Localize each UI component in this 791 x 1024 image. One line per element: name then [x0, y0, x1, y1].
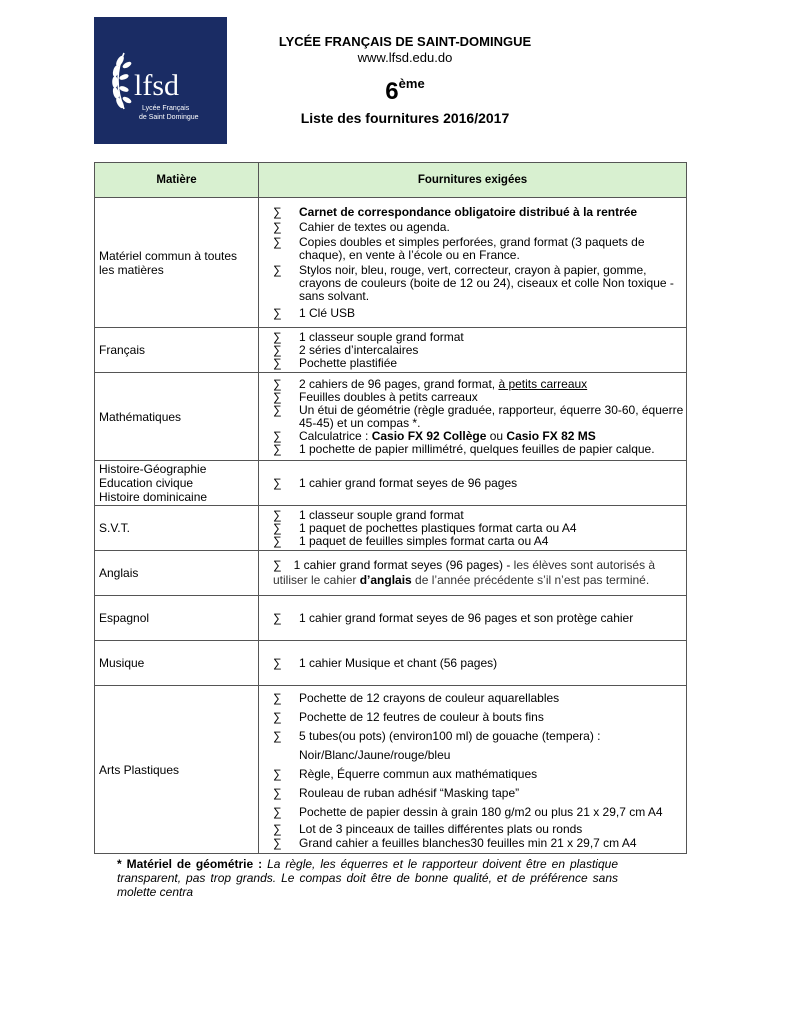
subject-cell: S.V.T. — [95, 506, 259, 551]
supplies-cell — [259, 641, 687, 686]
bullet-icon: ∑ — [273, 805, 282, 819]
table-row — [95, 198, 687, 328]
list-item: ∑ Stylos noir, bleu, rouge, vert, correcteur, crayon à papier, gomme, crayons de couleurs (boite de 12 ou 24), ciseaux et colle Non toxique - sans solvant. — [273, 262, 674, 303]
bullet-icon: ∑ — [273, 204, 282, 219]
logo-subtitle-1: Lycée Français — [142, 105, 190, 112]
grade-suffix: ème — [398, 76, 425, 91]
supply-list — [259, 689, 686, 850]
bullet-icon: ∑ — [273, 655, 282, 670]
website-link[interactable]: www.lfsd.edu.do — [357, 50, 453, 65]
list-item: ∑ Rouleau de ruban adhésif “Masking tape” — [269, 784, 686, 803]
list-item: ∑ 1 cahier grand format seyes de 96 pages — [273, 475, 518, 490]
bullet-icon: ∑ — [273, 729, 282, 743]
list-item: ∑ Règle, Équerre commun aux mathématiques — [269, 765, 686, 784]
list-item: ∑ Pochette plastifiée — [273, 355, 398, 370]
supplies-cell — [259, 198, 687, 328]
subject-cell: Mathématiques — [95, 373, 259, 461]
list-item: ∑ 1 cahier grand format seyes de 96 pages et son protège cahier — [273, 610, 634, 625]
list-item: ∑ Cahier de textes ou agenda. — [273, 219, 450, 234]
table-row — [95, 373, 687, 461]
table-row — [95, 328, 687, 373]
list-item: ∑ Calculatrice : Casio FX 92 Collège ou Casio FX 82 MS — [273, 428, 596, 443]
supply-list — [259, 657, 686, 670]
supply-list — [259, 612, 686, 625]
table-row — [95, 641, 687, 686]
grade-level — [250, 78, 560, 106]
list-item: ∑ Un étui de géométrie (règle graduée, rapporteur, équerre 30-60, équerre 45-45) et un compas *. — [273, 402, 684, 430]
geometry-footnote — [117, 857, 618, 899]
supplies-cell — [259, 596, 687, 641]
bullet-icon: ∑ — [273, 428, 282, 443]
supply-list — [259, 331, 686, 370]
bullet-icon: ∑ — [273, 610, 282, 625]
supplies-cell: ∑ 1 cahier grand format seyes (96 pages) - les élèves sont autorisés à utiliser le cahier d’anglais de l’année précédente s’il n’est pas terminé. — [259, 551, 687, 596]
subject-cell: Espagnol — [95, 596, 259, 641]
list-item: ∑ 1 Clé USB — [273, 305, 356, 320]
school-name: LYCÉE FRANÇAIS DE SAINT-DOMINGUE — [278, 34, 532, 49]
table-row — [95, 686, 687, 854]
bullet-icon: ∑ — [273, 710, 282, 724]
bullet-icon: ∑ — [273, 475, 282, 490]
list-item: ∑ Copies doubles et simples perforées, grand format (3 paquets de chaque), en vente à l’école ou en France. — [273, 234, 645, 262]
list-item: ∑ Carnet de correspondance obligatoire distribué à la rentrée — [273, 204, 638, 219]
supply-list — [259, 477, 686, 490]
list-item: ∑ 5 tubes(ou pots) (environ100 ml) de gouache (tempera) : Noir/Blanc/Jaune/rouge/bleu — [273, 729, 601, 762]
supplies-cell — [259, 328, 687, 373]
footnote-label: * Matériel de géométrie : — [117, 857, 263, 871]
laurel-logo-icon — [94, 17, 227, 144]
list-item: ∑ 1 paquet de feuilles simples format carta ou A4 — [273, 533, 549, 548]
supplies-cell — [259, 461, 687, 506]
bullet-icon: ∑ — [273, 507, 282, 522]
list-item: ∑ 2 séries d’intercalaires — [273, 342, 419, 357]
table-row — [95, 506, 687, 551]
table-row — [95, 551, 687, 596]
subject-cell: Matériel commun à toutes les matières — [95, 198, 259, 328]
bullet-icon: ∑ — [273, 262, 282, 277]
logo-text: lfsd — [134, 69, 179, 102]
subject-cell: Musique — [95, 641, 259, 686]
list-item: ∑ Feuilles doubles à petits carreaux — [273, 389, 478, 404]
list-item: ∑ Pochette de 12 crayons de couleur aquarellables — [269, 689, 686, 708]
school-logo — [94, 17, 227, 144]
list-title: Liste des fournitures 2016/2017 — [300, 110, 510, 126]
bullet-icon: ∑ — [273, 441, 282, 456]
bullet-icon: ∑ — [273, 836, 282, 850]
bullet-icon: ∑ — [273, 767, 282, 781]
bullet-icon: ∑ — [273, 389, 282, 404]
bullet-icon: ∑ — [273, 822, 282, 836]
bullet-icon: ∑ — [273, 786, 282, 800]
list-item: ∑ 2 cahiers de 96 pages, grand format, à petits carreaux — [273, 376, 588, 391]
subject-cell: Arts Plastiques — [95, 686, 259, 854]
grade-number: 6 — [385, 78, 399, 105]
table-row — [95, 461, 687, 506]
column-header-supplies: Fournitures exigées — [259, 163, 687, 198]
supply-list — [259, 378, 686, 456]
bullet-icon: ∑ — [273, 520, 282, 535]
subject-cell: Anglais — [95, 551, 259, 596]
bullet-icon: ∑ — [273, 533, 282, 548]
supplies-cell — [259, 373, 687, 461]
column-header-subject: Matière — [95, 163, 259, 198]
list-item: ∑ 1 pochette de papier millimétré, quelques feuilles de papier calque. — [273, 441, 655, 456]
logo-subtitle-2: de Saint Domingue — [139, 114, 199, 121]
list-item: ∑ Lot de 3 pinceaux de tailles différentes plats ou ronds — [273, 822, 583, 836]
subject-cell: Français — [95, 328, 259, 373]
bullet-icon: ∑ — [273, 234, 282, 249]
bullet-icon: ∑ — [273, 402, 282, 417]
bullet-icon: ∑ — [273, 342, 282, 357]
subject-cell: Histoire-Géographie Education civique Histoire dominicaine — [95, 461, 259, 506]
list-item: ∑ 1 cahier Musique et chant (56 pages) — [273, 655, 498, 670]
bullet-icon: ∑ — [273, 329, 282, 344]
bullet-icon: ∑ — [273, 691, 282, 705]
footnote-text: La règle, les équerres et le rapporteur doivent être en plastique transparent, pas trop grands. Le compas doit être de bonne qualité, et de préférence sans molette centra — [117, 857, 618, 899]
list-item: ∑ Grand cahier a feuilles blanches30 feuilles min 21 x 29,7 cm A4 — [273, 836, 637, 850]
bullet-icon: ∑ — [273, 219, 282, 234]
bullet-icon: ∑ — [273, 376, 282, 391]
list-item: ∑ 1 paquet de pochettes plastiques format carta ou A4 — [273, 520, 577, 535]
table-row — [95, 596, 687, 641]
supplies-cell — [259, 506, 687, 551]
bullet-icon: ∑ — [273, 558, 282, 572]
list-item: ∑ 1 classeur souple grand format — [273, 329, 464, 344]
table-header-row — [95, 163, 687, 198]
bullet-icon: ∑ — [273, 355, 282, 370]
supply-list — [259, 206, 686, 320]
bullet-icon: ∑ — [273, 305, 282, 320]
supply-list — [259, 509, 686, 548]
list-item: ∑ Pochette de 12 feutres de couleur à bouts fins — [269, 708, 686, 727]
supplies-cell — [259, 686, 687, 854]
supplies-table — [94, 162, 687, 854]
list-item: ∑ 1 classeur souple grand format — [273, 507, 464, 522]
list-item: ∑ Pochette de papier dessin à grain 180 g/m2 ou plus 21 x 29,7 cm A4 — [269, 803, 686, 822]
